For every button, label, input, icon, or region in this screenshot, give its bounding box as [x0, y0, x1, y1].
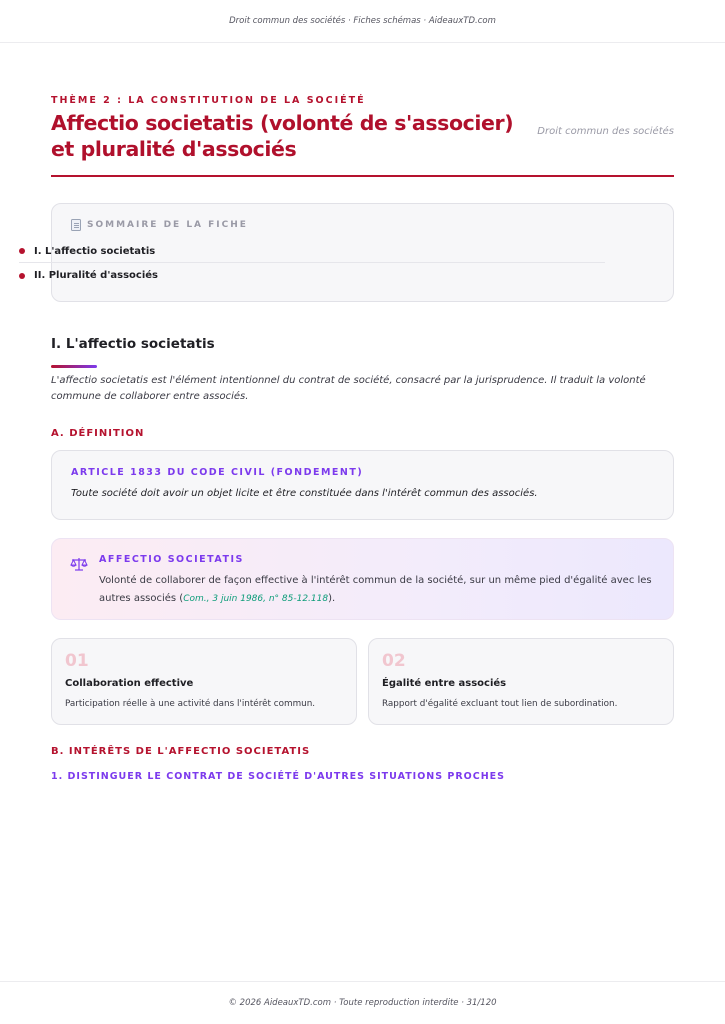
card-text: Rapport d'égalité excluant tout lien de subordination.: [382, 699, 618, 709]
callout-text-after: ).: [328, 593, 336, 604]
toc-item-label: II. Pluralité d'associés: [34, 270, 159, 281]
card-text: Participation réelle à une activité dans l'intérêt commun.: [65, 699, 316, 709]
subsection-heading-b: B. INTÉRÊTS DE L'AFFECTIO SOCIETATIS: [51, 746, 311, 757]
section-intro: L'affectio societatis est l'élément intentionnel du contrat de société, consacré par la jurisprudence. Il traduit la volonté commune de collaborer entre associés.: [51, 375, 646, 402]
article-box: [51, 450, 674, 520]
running-header-text: Droit commun des sociétés · Fiches schémas · AideauxTD.com: [229, 16, 496, 26]
criterion-card: [368, 638, 674, 725]
card-title: Égalité entre associés: [382, 678, 507, 689]
theme-label: THÈME 2 : LA CONSTITUTION DE LA SOCIÉTÉ: [51, 95, 366, 106]
document-icon: [71, 219, 81, 231]
bullet-icon: [19, 273, 25, 279]
page-footer: [0, 981, 725, 1024]
toc-heading-label: SOMMAIRE DE LA FICHE: [87, 220, 248, 230]
footer-text: © 2026 AideauxTD.com · Toute reproduction interdite · 31/120: [228, 998, 497, 1008]
toc-item-affectio[interactable]: [19, 240, 605, 263]
section-underline: [51, 365, 97, 368]
definition-callout: [51, 538, 674, 620]
title-divider: [51, 175, 674, 177]
subsection-heading-a: A. DÉFINITION: [51, 428, 145, 439]
section-heading: I. L'affectio societatis: [51, 336, 215, 352]
toc-item-pluralite[interactable]: [19, 264, 605, 287]
case-citation: Com., 3 juin 1986, n° 85-12.118: [183, 594, 329, 604]
criterion-card: [51, 638, 357, 725]
toc-item-label: I. L'affectio societatis: [34, 245, 156, 257]
article-text: Toute société doit avoir un objet licite et être constituée dans l'intérêt commun des associés.: [71, 488, 538, 499]
callout-text: [99, 572, 659, 608]
page-title: Affectio societatis (volonté de s'associer) et pluralité d'associés: [51, 111, 514, 161]
card-title: Collaboration effective: [65, 678, 194, 689]
article-title: ARTICLE 1833 DU CODE CIVIL (FONDEMENT): [71, 467, 364, 478]
callout-title: AFFECTIO SOCIETATIS: [99, 554, 244, 565]
course-name: Droit commun des sociétés: [537, 126, 674, 137]
callout-text-before: Volonté de collaborer de façon effective à l'intérêt commun de la société, sur un même pied d'égalité avec les autres associés (: [99, 575, 652, 604]
card-number: 01: [65, 651, 89, 671]
subsection-heading-b1: 1. DISTINGUER LE CONTRAT DE SOCIÉTÉ D'AUTRES SITUATIONS PROCHES: [51, 771, 505, 782]
scale-icon: [70, 556, 88, 572]
bullet-icon: [19, 248, 25, 254]
card-number: 02: [382, 651, 406, 671]
toc-heading: [71, 219, 248, 231]
running-header: [0, 0, 725, 43]
